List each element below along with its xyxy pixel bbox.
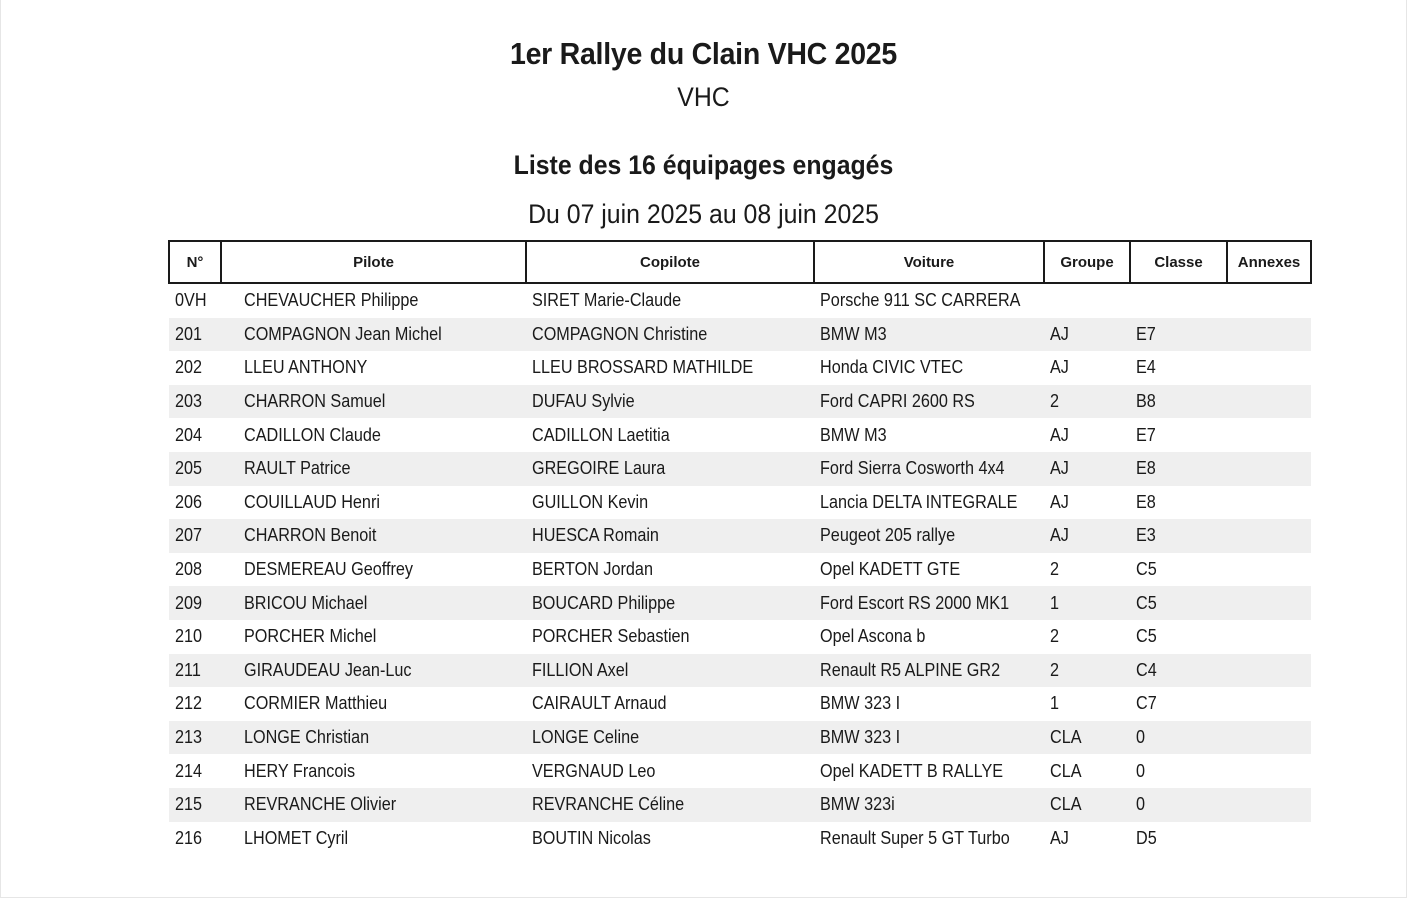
cell-voiture	[814, 486, 1044, 520]
cell-groupe	[1044, 620, 1130, 654]
cell-voiture	[814, 754, 1044, 788]
cell-copilote	[526, 620, 814, 654]
cell-classe	[1130, 553, 1227, 587]
cell-num	[169, 721, 221, 755]
cell-num	[169, 418, 221, 452]
cell-pilote-text: PORCHER Michel	[244, 626, 377, 647]
cell-pilote	[221, 418, 526, 452]
cell-groupe	[1044, 318, 1130, 352]
cell-voiture-text: BMW 323 I	[820, 693, 901, 714]
cell-groupe	[1044, 452, 1130, 486]
cell-num	[169, 687, 221, 721]
cell-groupe	[1044, 687, 1130, 721]
cell-annexes	[1227, 318, 1311, 352]
cell-voiture	[814, 519, 1044, 553]
cell-classe	[1130, 283, 1227, 318]
cell-groupe	[1044, 519, 1130, 553]
cell-groupe-text: CLA	[1050, 727, 1082, 748]
cell-copilote-text: BERTON Jordan	[532, 559, 653, 580]
cell-num-text: 0VH	[175, 290, 207, 311]
cell-voiture	[814, 452, 1044, 486]
cell-voiture-text: Renault R5 ALPINE GR2	[820, 659, 1001, 680]
table-row	[169, 687, 1311, 721]
cell-num-text: 208	[175, 559, 203, 580]
cell-groupe	[1044, 385, 1130, 419]
table-row	[169, 519, 1311, 553]
cell-classe-text: B8	[1136, 391, 1156, 412]
cell-groupe	[1044, 418, 1130, 452]
cell-groupe	[1044, 283, 1130, 318]
cell-groupe	[1044, 486, 1130, 520]
cell-copilote-text: VERGNAUD Leo	[532, 760, 656, 781]
cell-annexes	[1227, 452, 1311, 486]
cell-classe	[1130, 385, 1227, 419]
cell-classe-text: C5	[1136, 626, 1157, 647]
cell-copilote	[526, 385, 814, 419]
cell-groupe	[1044, 721, 1130, 755]
column-header-classe: Classe	[1130, 241, 1227, 283]
cell-groupe-text: AJ	[1050, 525, 1069, 546]
table-row	[169, 351, 1311, 385]
cell-copilote-text: GREGOIRE Laura	[532, 458, 666, 479]
cell-copilote	[526, 586, 814, 620]
cell-num-text: 214	[175, 760, 203, 781]
cell-num-text: 211	[175, 659, 201, 680]
cell-classe-text: C4	[1136, 659, 1157, 680]
cell-classe-text: E4	[1136, 357, 1156, 378]
cell-voiture-text: Peugeot 205 rallye	[820, 525, 956, 546]
cell-pilote	[221, 754, 526, 788]
cell-pilote-text: LONGE Christian	[244, 727, 370, 748]
cell-pilote	[221, 283, 526, 318]
cell-num-text: 206	[175, 491, 203, 512]
column-header-voiture: Voiture	[814, 241, 1044, 283]
cell-groupe-text: AJ	[1050, 323, 1069, 344]
cell-num	[169, 351, 221, 385]
cell-annexes	[1227, 754, 1311, 788]
cell-classe	[1130, 318, 1227, 352]
cell-groupe-text: 1	[1050, 693, 1060, 714]
cell-pilote-text: CADILLON Claude	[244, 424, 381, 445]
cell-num	[169, 452, 221, 486]
cell-copilote	[526, 452, 814, 486]
cell-pilote-text: RAULT Patrice	[244, 458, 351, 479]
cell-classe-text: E7	[1136, 424, 1156, 445]
cell-annexes	[1227, 283, 1311, 318]
column-header-annexes: Annexes	[1227, 241, 1311, 283]
table-row	[169, 486, 1311, 520]
cell-pilote-text: CHEVAUCHER Philippe	[244, 290, 419, 311]
table-row	[169, 452, 1311, 486]
cell-classe-text: E7	[1136, 323, 1156, 344]
cell-groupe-text: 2	[1050, 626, 1060, 647]
cell-num	[169, 318, 221, 352]
table-row	[169, 654, 1311, 688]
cell-groupe	[1044, 822, 1130, 856]
cell-classe-text: E8	[1136, 458, 1156, 479]
cell-groupe-text: AJ	[1050, 424, 1069, 445]
cell-voiture	[814, 788, 1044, 822]
cell-pilote-text: REVRANCHE Olivier	[244, 794, 397, 815]
cell-pilote	[221, 687, 526, 721]
cell-copilote	[526, 754, 814, 788]
cell-num-text: 205	[175, 458, 203, 479]
cell-num-text: 204	[175, 424, 203, 445]
table-row	[169, 318, 1311, 352]
cell-voiture	[814, 283, 1044, 318]
cell-copilote	[526, 721, 814, 755]
cell-groupe-text: CLA	[1050, 794, 1082, 815]
table-row	[169, 418, 1311, 452]
cell-num	[169, 519, 221, 553]
cell-copilote-text: GUILLON Kevin	[532, 491, 649, 512]
cell-classe	[1130, 654, 1227, 688]
cell-groupe-text: 2	[1050, 659, 1060, 680]
cell-num-text: 210	[175, 626, 203, 647]
cell-copilote	[526, 486, 814, 520]
cell-copilote	[526, 654, 814, 688]
cell-num-text: 213	[175, 727, 203, 748]
cell-pilote-text: DESMEREAU Geoffrey	[244, 559, 413, 580]
cell-num-text: 215	[175, 794, 203, 815]
cell-groupe	[1044, 654, 1130, 688]
cell-classe	[1130, 822, 1227, 856]
cell-copilote	[526, 822, 814, 856]
entries-table	[168, 240, 1312, 855]
cell-classe	[1130, 486, 1227, 520]
cell-classe-text: C7	[1136, 693, 1157, 714]
cell-pilote-text: COUILLAUD Henri	[244, 491, 380, 512]
cell-pilote	[221, 822, 526, 856]
cell-pilote	[221, 351, 526, 385]
cell-num-text: 216	[175, 827, 203, 848]
cell-voiture-text: Renault Super 5 GT Turbo	[820, 827, 1010, 848]
cell-voiture	[814, 687, 1044, 721]
table-header-row	[169, 241, 1311, 283]
cell-classe	[1130, 452, 1227, 486]
cell-num	[169, 283, 221, 318]
cell-classe	[1130, 351, 1227, 385]
cell-pilote-text: BRICOU Michael	[244, 592, 368, 613]
cell-voiture-text: Porsche 911 SC CARRERA	[820, 290, 1021, 311]
cell-annexes	[1227, 586, 1311, 620]
cell-groupe-text: AJ	[1050, 357, 1069, 378]
cell-classe-text: E8	[1136, 491, 1156, 512]
cell-annexes	[1227, 687, 1311, 721]
cell-copilote	[526, 318, 814, 352]
table-row	[169, 788, 1311, 822]
cell-annexes	[1227, 519, 1311, 553]
cell-voiture	[814, 318, 1044, 352]
cell-pilote	[221, 452, 526, 486]
cell-pilote	[221, 519, 526, 553]
cell-num	[169, 586, 221, 620]
cell-pilote	[221, 318, 526, 352]
cell-copilote	[526, 553, 814, 587]
cell-groupe-text: 2	[1050, 391, 1060, 412]
cell-copilote-text: COMPAGNON Christine	[532, 323, 708, 344]
cell-voiture	[814, 351, 1044, 385]
cell-annexes	[1227, 721, 1311, 755]
table-row	[169, 721, 1311, 755]
cell-num-text: 201	[175, 323, 203, 344]
cell-voiture	[814, 654, 1044, 688]
cell-pilote	[221, 553, 526, 587]
cell-pilote-text: LLEU ANTHONY	[244, 357, 368, 378]
cell-copilote-text: PORCHER Sebastien	[532, 626, 690, 647]
cell-num	[169, 486, 221, 520]
cell-copilote-text: DUFAU Sylvie	[532, 391, 635, 412]
cell-num-text: 209	[175, 592, 203, 613]
cell-voiture-text: BMW 323 I	[820, 727, 901, 748]
table-body	[169, 283, 1311, 855]
cell-annexes	[1227, 822, 1311, 856]
cell-groupe-text: AJ	[1050, 827, 1069, 848]
table-row	[169, 822, 1311, 856]
cell-classe	[1130, 620, 1227, 654]
list-title: Liste des 16 équipages engagés	[513, 150, 894, 180]
cell-copilote	[526, 283, 814, 318]
cell-groupe	[1044, 754, 1130, 788]
cell-voiture-text: Ford Escort RS 2000 MK1	[820, 592, 1010, 613]
cell-copilote-text: FILLION Axel	[532, 659, 629, 680]
table-row	[169, 620, 1311, 654]
cell-pilote-text: CHARRON Benoit	[244, 525, 377, 546]
cell-pilote	[221, 486, 526, 520]
cell-num	[169, 788, 221, 822]
cell-voiture-text: Opel KADETT GTE	[820, 559, 961, 580]
cell-voiture	[814, 418, 1044, 452]
cell-copilote	[526, 687, 814, 721]
cell-pilote	[221, 385, 526, 419]
cell-groupe-text: AJ	[1050, 491, 1069, 512]
column-header-groupe: Groupe	[1044, 241, 1130, 283]
cell-pilote-text: CORMIER Matthieu	[244, 693, 388, 714]
cell-num	[169, 822, 221, 856]
cell-voiture-text: Opel Ascona b	[820, 626, 926, 647]
cell-voiture	[814, 385, 1044, 419]
cell-copilote-text: CAIRAULT Arnaud	[532, 693, 667, 714]
cell-classe-text: 0	[1136, 760, 1146, 781]
cell-voiture-text: BMW M3	[820, 323, 887, 344]
cell-pilote	[221, 586, 526, 620]
table-row	[169, 553, 1311, 587]
cell-annexes	[1227, 553, 1311, 587]
cell-voiture	[814, 822, 1044, 856]
cell-copilote	[526, 418, 814, 452]
cell-copilote-text: HUESCA Romain	[532, 525, 659, 546]
column-header-pilote: Pilote	[221, 241, 526, 283]
cell-classe	[1130, 721, 1227, 755]
cell-classe	[1130, 418, 1227, 452]
cell-annexes	[1227, 620, 1311, 654]
cell-annexes	[1227, 385, 1311, 419]
cell-voiture-text: BMW 323i	[820, 794, 895, 815]
cell-num-text: 212	[175, 693, 203, 714]
cell-annexes	[1227, 418, 1311, 452]
cell-num-text: 207	[175, 525, 203, 546]
cell-copilote-text: REVRANCHE Céline	[532, 794, 685, 815]
cell-groupe	[1044, 553, 1130, 587]
cell-copilote	[526, 519, 814, 553]
cell-groupe-text: CLA	[1050, 760, 1082, 781]
cell-groupe	[1044, 788, 1130, 822]
cell-pilote-text: GIRAUDEAU Jean-Luc	[244, 659, 412, 680]
page-title: 1er Rallye du Clain VHC 2025	[510, 36, 897, 71]
cell-annexes	[1227, 788, 1311, 822]
cell-num-text: 203	[175, 391, 203, 412]
cell-groupe	[1044, 586, 1130, 620]
cell-voiture-text: Opel KADETT B RALLYE	[820, 760, 1004, 781]
cell-num	[169, 553, 221, 587]
cell-classe	[1130, 586, 1227, 620]
cell-pilote	[221, 620, 526, 654]
cell-copilote-text: LONGE Celine	[532, 727, 640, 748]
cell-annexes	[1227, 351, 1311, 385]
cell-copilote-text: LLEU BROSSARD MATHILDE	[532, 357, 754, 378]
cell-pilote	[221, 788, 526, 822]
date-range: Du 07 juin 2025 au 08 juin 2025	[528, 199, 879, 229]
column-header-copilote: Copilote	[526, 241, 814, 283]
cell-copilote	[526, 788, 814, 822]
table-row	[169, 754, 1311, 788]
cell-copilote-text: BOUTIN Nicolas	[532, 827, 651, 848]
cell-voiture-text: Honda CIVIC VTEC	[820, 357, 964, 378]
cell-num	[169, 754, 221, 788]
cell-classe	[1130, 687, 1227, 721]
table-row	[169, 283, 1311, 318]
cell-num	[169, 620, 221, 654]
column-header-num: N°	[169, 241, 221, 283]
cell-voiture	[814, 620, 1044, 654]
cell-classe-text: E3	[1136, 525, 1156, 546]
cell-groupe-text: 2	[1050, 559, 1060, 580]
cell-classe-text: 0	[1136, 794, 1146, 815]
cell-classe	[1130, 788, 1227, 822]
cell-num	[169, 654, 221, 688]
cell-annexes	[1227, 486, 1311, 520]
cell-voiture	[814, 721, 1044, 755]
cell-pilote-text: HERY Francois	[244, 760, 356, 781]
cell-pilote	[221, 721, 526, 755]
table-row	[169, 385, 1311, 419]
cell-classe-text: D5	[1136, 827, 1157, 848]
table-row	[169, 586, 1311, 620]
cell-voiture-text: Ford Sierra Cosworth 4x4	[820, 458, 1005, 479]
cell-copilote-text: CADILLON Laetitia	[532, 424, 670, 445]
cell-copilote-text: SIRET Marie-Claude	[532, 290, 682, 311]
cell-voiture-text: BMW M3	[820, 424, 887, 445]
cell-pilote	[221, 654, 526, 688]
cell-groupe-text: 1	[1050, 592, 1060, 613]
cell-classe	[1130, 754, 1227, 788]
cell-copilote	[526, 351, 814, 385]
cell-pilote-text: CHARRON Samuel	[244, 391, 386, 412]
cell-groupe	[1044, 351, 1130, 385]
cell-voiture	[814, 586, 1044, 620]
cell-voiture-text: Ford CAPRI 2600 RS	[820, 391, 975, 412]
cell-copilote-text: BOUCARD Philippe	[532, 592, 676, 613]
cell-classe-text: 0	[1136, 727, 1146, 748]
cell-voiture-text: Lancia DELTA INTEGRALE	[820, 491, 1018, 512]
cell-pilote-text: COMPAGNON Jean Michel	[244, 323, 442, 344]
cell-classe	[1130, 519, 1227, 553]
cell-classe-text: C5	[1136, 559, 1157, 580]
cell-voiture	[814, 553, 1044, 587]
cell-num	[169, 385, 221, 419]
cell-annexes	[1227, 654, 1311, 688]
cell-num-text: 202	[175, 357, 203, 378]
cell-groupe-text: AJ	[1050, 458, 1069, 479]
cell-classe-text: C5	[1136, 592, 1157, 613]
page-subtitle: VHC	[677, 82, 730, 112]
cell-pilote-text: LHOMET Cyril	[244, 827, 349, 848]
